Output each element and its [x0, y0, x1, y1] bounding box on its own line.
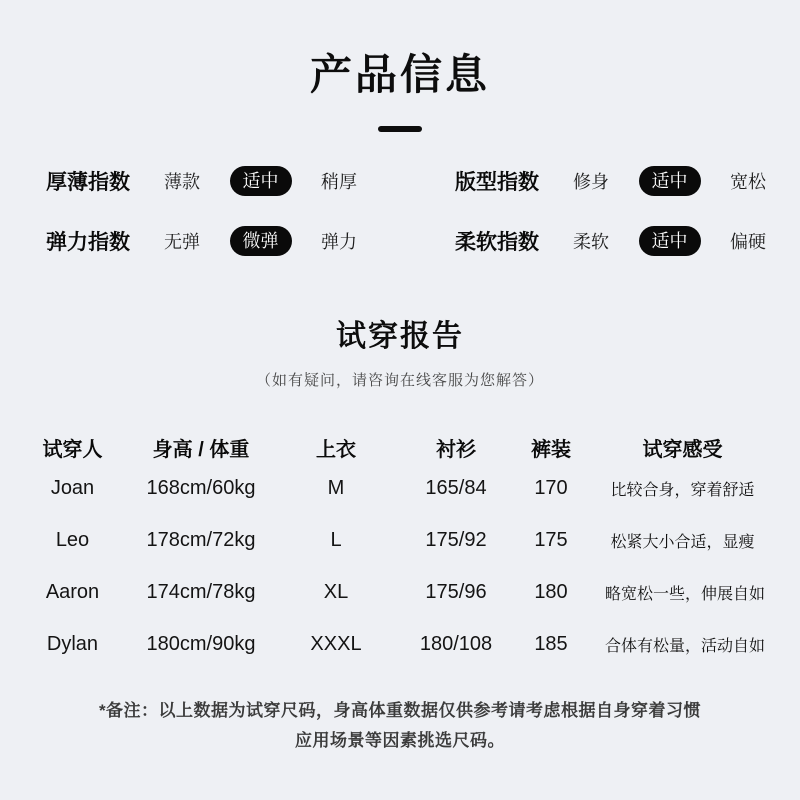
cell-shirt-size: 180/108: [419, 632, 493, 655]
cell-height-weight: 178cm/72kg: [146, 528, 256, 551]
footer-note-line-2: 应用场景等因素挑选尺码。: [295, 731, 505, 751]
col-header-height-weight: 身高 / 体重: [152, 438, 250, 461]
index-option: 无弹: [164, 232, 200, 253]
cell-tester: Leo: [55, 528, 90, 551]
cell-feeling: 合体有松量，活动自如: [605, 637, 766, 655]
cell-pants-size: 185: [534, 632, 568, 655]
cell-top-size: L: [330, 528, 342, 551]
col-header-pants: 裤装: [531, 438, 571, 461]
index-option-selected: [218, 166, 303, 196]
cell-top-size: XXXL: [310, 632, 362, 655]
cell-height-weight: 174cm/78kg: [146, 580, 256, 603]
title-dash-divider: [378, 126, 422, 132]
index-option-selected: [218, 226, 303, 256]
index-option: 柔软: [573, 232, 609, 253]
footer-note: [0, 696, 800, 756]
cell-shirt-size: 175/96: [425, 580, 487, 603]
index-option: 薄款: [164, 172, 200, 193]
selected-pill: 微弹: [230, 226, 292, 256]
tryon-report-title: 试穿报告: [336, 320, 464, 354]
col-header-tester: 试穿人: [42, 438, 103, 461]
cell-feeling: 松紧大小合适，显瘦: [610, 533, 755, 551]
cell-tester: Aaron: [45, 580, 100, 603]
index-row-thickness: [46, 166, 418, 196]
index-row-softness: [418, 226, 790, 256]
index-label-softness: 柔软指数: [455, 231, 539, 255]
cell-tester: Joan: [50, 476, 95, 499]
tryon-table: [0, 432, 766, 670]
index-option-selected: [627, 166, 712, 196]
col-header-shirt: 衬衫: [436, 438, 476, 461]
footer-note-line-1: *备注：以上数据为试穿尺码，身高体重数据仅供参考请考虑根据自身穿着习惯: [98, 701, 702, 721]
table-row: [0, 514, 760, 566]
cell-feeling: 略宽松一些，伸展自如: [605, 585, 766, 603]
page-title: 产品信息: [309, 51, 490, 98]
index-row-elasticity: [46, 226, 418, 256]
col-header-top: 上衣: [316, 438, 356, 461]
cell-feeling: 比较合身，穿着舒适: [610, 481, 755, 499]
cell-shirt-size: 175/92: [425, 528, 487, 551]
index-label-fit: 版型指数: [455, 171, 539, 195]
table-row: [0, 462, 760, 514]
col-header-feeling: 试穿感受: [642, 438, 723, 461]
index-option: 弹力: [321, 232, 357, 253]
cell-pants-size: 180: [534, 580, 568, 603]
selected-pill: 适中: [230, 166, 292, 196]
table-header-row: [0, 432, 760, 462]
index-option: 稍厚: [321, 172, 357, 193]
cell-top-size: M: [327, 476, 345, 499]
index-label-thickness: 厚薄指数: [46, 171, 130, 195]
cell-pants-size: 175: [534, 528, 568, 551]
product-index-grid: [0, 166, 800, 256]
index-option: 修身: [573, 172, 609, 193]
cell-height-weight: 168cm/60kg: [146, 476, 256, 499]
index-label-elasticity: 弹力指数: [46, 231, 130, 255]
table-row: [0, 566, 766, 618]
index-option: 宽松: [730, 172, 766, 193]
cell-pants-size: 170: [534, 476, 568, 499]
table-row: [0, 618, 766, 670]
cell-shirt-size: 165/84: [425, 476, 487, 499]
index-option: 偏硬: [730, 232, 766, 253]
index-option-selected: [627, 226, 712, 256]
index-row-fit: [418, 166, 790, 196]
cell-top-size: XL: [323, 580, 349, 603]
tryon-report-subtitle: （如有疑问，请咨询在线客服为您解答）: [255, 372, 544, 390]
selected-pill: 适中: [639, 226, 701, 256]
cell-tester: Dylan: [46, 632, 99, 655]
cell-height-weight: 180cm/90kg: [146, 632, 256, 655]
selected-pill: 适中: [639, 166, 701, 196]
